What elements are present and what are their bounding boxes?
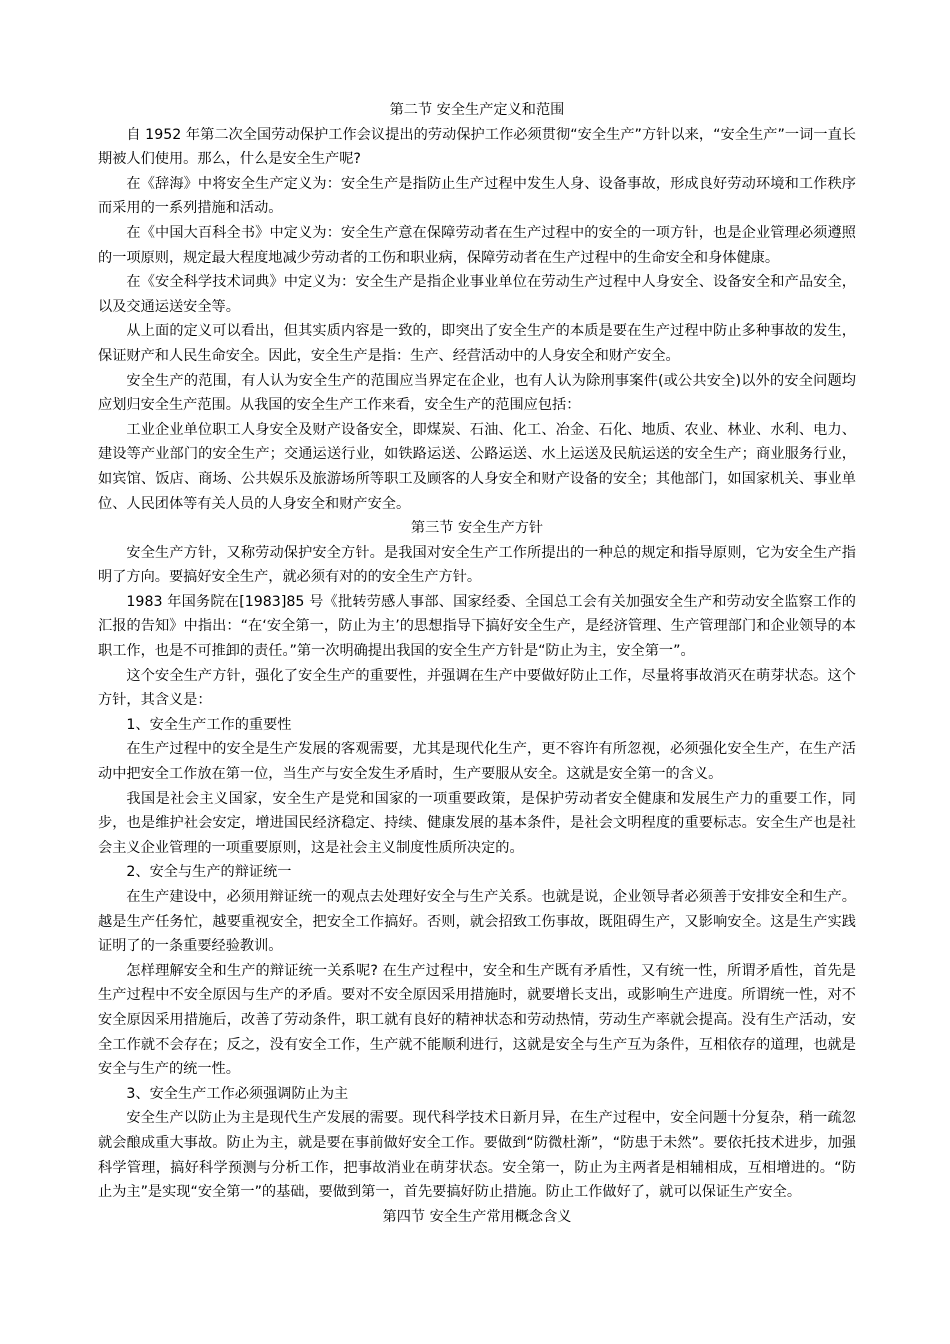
- section-heading: 第四节 安全生产常用概念含义: [382, 1208, 572, 1225]
- body-paragraph: 在《中国大百科全书》中定义为：安全生产意在保障劳动者在生产过程中的安全的一项方针，也是企业管理必须遵照的一项原则，规定最大程度地减少劳动者的工伤和职业病，保障劳动者在生产过程中的生命安全和身体健康。: [98, 224, 856, 266]
- body-paragraph: 工业企业单位职工人身安全及财产设备安全，即煤炭、石油、化工、冶金、石化、地质、农业、林业、水利、电力、建设等产业部门的安全生产；交通运送行业，如铁路运送、公路运送、水上运送及民航运送的安全生产；商业服务行业，如宾馆、饭店、商场、公共娱乐及旅游场所等职工及顾客的人身安全和财产设备的安全；其他部门，如国家机关、事业单位、人民团体等有关人员的人身安全和财产安全。: [98, 421, 856, 512]
- body-paragraph: 自 1952 年第二次全国劳动保护工作会议提出的劳动保护工作必须贯彻“安全生产”方针以来，“安全生产”一词一直长期被人们使用。那么，什么是安全生产呢?: [98, 126, 856, 168]
- body-paragraph: 安全生产的范围，有人认为安全生产的范围应当界定在企业，也有人认为除刑事案件(或公共安全)以外的安全问题均应划归安全生产范围。从我国的安全生产工作来看，安全生产的范围应包括：: [98, 372, 856, 414]
- body-paragraph: 安全生产方针，又称劳动保护安全方针。是我国对安全生产工作所提出的一种总的规定和指导原则，它为安全生产指明了方向。要搞好安全生产，就必须有对的的安全生产方针。: [98, 544, 856, 586]
- body-paragraph: 这个安全生产方针，强化了安全生产的重要性，并强调在生产中要做好防止工作，尽量将事故消灭在萌芽状态。这个方针，其含义是：: [98, 667, 856, 709]
- body-paragraph: 2、安全与生产的辩证统一: [126, 864, 292, 881]
- section-heading: 第三节 安全生产方针: [410, 520, 544, 537]
- body-paragraph: 1、安全生产工作的重要性: [126, 716, 292, 733]
- body-paragraph: 3、安全生产工作必须强调防止为主: [126, 1085, 349, 1102]
- body-paragraph: 我国是社会主义国家，安全生产是党和国家的一项重要政策，是保护劳动者安全健康和发展生产力的重要工作，同步，也是维护社会安定，增进国民经济稳定、持续、健康发展的基本条件，是社会文明程度的重要标志。安全生产也是社会主义企业管理的一项重要原则，这是社会主义制度性质所决定的。: [98, 790, 856, 856]
- body-paragraph: 在《安全科学技术词典》中定义为：安全生产是指企业事业单位在劳动生产过程中人身安全、设备安全和产品安全，以及交通运送安全等。: [98, 274, 856, 315]
- body-paragraph: 怎样理解安全和生产的辩证统一关系呢? 在生产过程中，安全和生产既有矛盾性，又有统一性，所谓矛盾性，首先是生产过程中不安全原因与生产的矛盾。要对不安全原因采用措施时，就要增长支出，或影响生产进度。所谓统一性，对不安全原因采用措施后，改善了劳动条件，职工就有良好的精神状态和劳动热情，劳动生产率就会提高。没有生产活动，安全工作就不会存在；反之，没有安全工作，生产就不能顺利进行，这就是安全与生产互为条件，互相依存的道理，也就是安全与生产的统一性。: [98, 962, 856, 1078]
- document-page: [98, 98, 856, 1229]
- section-heading: 第二节 安全生产定义和范围: [389, 102, 565, 118]
- body-paragraph: 从上面的定义可以看出，但其实质内容是一致的，即突出了安全生产的本质是要在生产过程中防止多种事故的发生，保证财产和人民生命安全。因此，安全生产是指：生产、经营活动中的人身安全和财产安全。: [98, 323, 856, 364]
- body-paragraph: 1983 年国务院在[1983]85 号《批转劳感人事部、国家经委、全国总工会有关加强安全生产和劳动安全监察工作的汇报的告知》中指出：“在‘安全第一，防止为主’的思想指导下搞好安全生产，是经济管理、生产管理部门和企业领导的本职工作，也是不可推卸的责任。”第一次明确提出我国的安全生产方针是“防止为主，安全第一”。: [98, 593, 856, 660]
- body-paragraph: 在生产建设中，必须用辩证统一的观点去处理好安全与生产关系。也就是说，企业领导者必须善于安排安全和生产。越是生产任务忙，越要重视安全，把安全工作搞好。否则，就会招致工伤事故，既阻碍生产，又影响安全。这是生产实践证明了的一条重要经验教训。: [98, 889, 856, 955]
- body-paragraph: 在《辞海》中将安全生产定义为：安全生产是指防止生产过程中发生人身、设备事故，形成良好劳动环境和工作秩序而采用的一系列措施和活动。: [98, 175, 856, 217]
- body-paragraph: 在生产过程中的安全是生产发展的客观需要，尤其是现代化生产，更不容许有所忽视，必须强化安全生产，在生产活动中把安全工作放在第一位，当生产与安全发生矛盾时，生产要服从安全。这就是安全第一的含义。: [98, 741, 856, 783]
- body-paragraph: 安全生产以防止为主是现代生产发展的需要。现代科学技术日新月异，在生产过程中，安全问题十分复杂，稍一疏忽就会酿成重大事故。防止为主，就是要在事前做好安全工作。要做到“防微杜渐”，“防患于未然”。要依托技术进步，加强科学管理，搞好科学预测与分析工作，把事故消业在萌芽状态。安全第一，防止为主两者是相辅相成，互相增进的。“防止为主”是实现“安全第一”的基础，要做到第一，首先要搞好防止措施。防止工作做好了，就可以保证生产安全。: [98, 1110, 856, 1201]
